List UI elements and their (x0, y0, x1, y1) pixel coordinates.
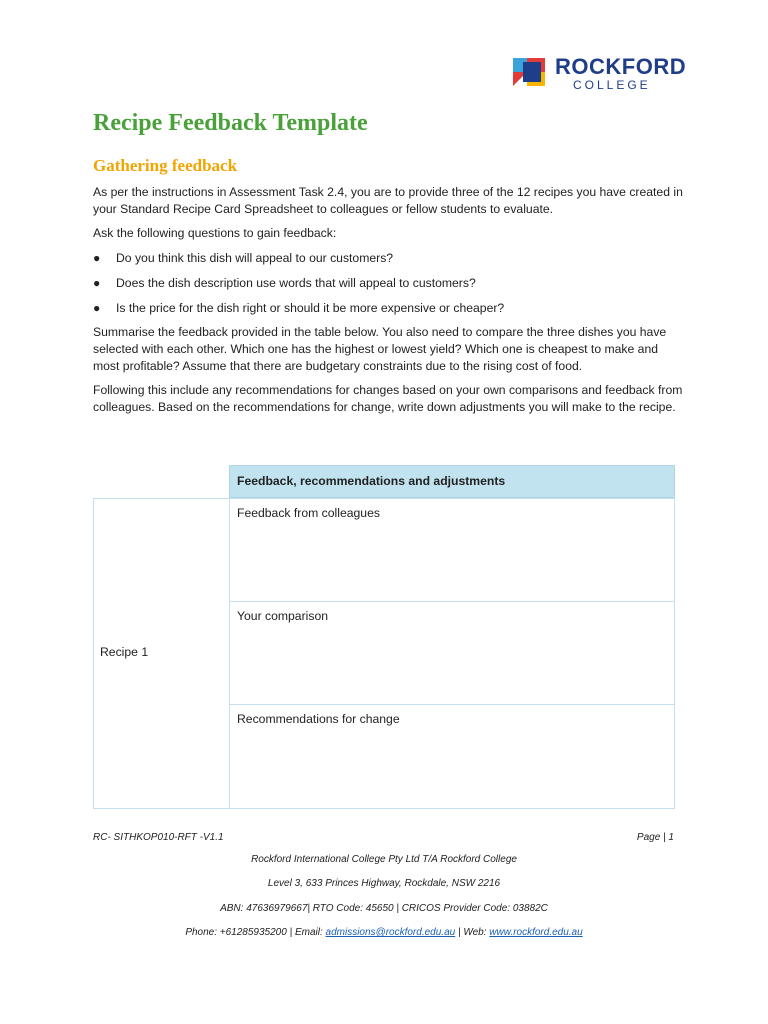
intro-paragraph: As per the instructions in Assessment Task 2.4, you are to provide three of the 12 recipes you have created in your Standard Recipe Card Spreadsheet to colleagues or fellow students to evaluate. (93, 185, 683, 216)
feedback-section-cell[interactable]: Feedback from colleagues (229, 498, 675, 602)
bullet-icon: ● (93, 276, 101, 290)
bullet-text: Is the price for the dish right or should it be more expensive or cheaper? (116, 301, 505, 315)
document-code: RC- SITHKOP010-RFT -V1.1 (93, 832, 224, 843)
footer-phone: Phone: +61285935200 | Email: (185, 927, 326, 938)
recipe-label: Recipe 1 (100, 645, 149, 659)
footer-abn: ABN: 47636979667| RTO Code: 45650 | CRICOS Provider Code: 03882C (220, 903, 548, 914)
comparison-section-cell[interactable]: Your comparison (229, 601, 675, 705)
section-heading: Gathering feedback (93, 156, 238, 175)
ask-paragraph: Ask the following questions to gain feedback: (93, 226, 337, 240)
rockford-logo-mark-icon (511, 54, 547, 90)
feedback-table (93, 465, 675, 809)
logo-text-college: COLLEGE (573, 78, 651, 92)
recommendations-section-cell[interactable]: Recommendations for change (229, 704, 675, 809)
bullet-text: Does the dish description use words that will appeal to customers? (116, 276, 476, 290)
footer-contact (0, 927, 768, 938)
recipe-label-cell (93, 498, 230, 809)
bullet-text: Do you think this dish will appeal to our customers? (116, 251, 394, 265)
email-link[interactable]: admissions@rockford.edu.au (325, 927, 456, 938)
college-logo (511, 54, 687, 94)
footer-address: Level 3, 633 Princes Highway, Rockdale, NSW 2216 (267, 878, 501, 889)
logo-text-rockford: ROCKFORD (555, 54, 687, 79)
following-paragraph: Following this include any recommendations for changes based on your own comparisons and feedback from colleagues. Based on the recommendations for change, write down adjustments you will make to the recipe. (93, 383, 683, 414)
page-title: Recipe Feedback Template (93, 110, 368, 136)
summary-paragraph: Summarise the feedback provided in the table below. You also need to compare the three dishes you have selected with each other. Which one has the highest or lowest yield? Which one is cheapest to make and most profitable? Assume that there are budgetary constraints due to the rising cost of food. (93, 325, 667, 373)
bullet-icon: ● (93, 301, 101, 315)
footer-web-label: | Web: (455, 927, 490, 938)
table-header: Feedback, recommendations and adjustments (229, 465, 675, 498)
bullet-icon: ● (93, 251, 101, 265)
web-link[interactable]: www.rockford.edu.au (489, 927, 583, 938)
page-number: Page | 1 (636, 832, 674, 843)
footer-company: Rockford International College Pty Ltd T/A Rockford College (251, 854, 517, 865)
